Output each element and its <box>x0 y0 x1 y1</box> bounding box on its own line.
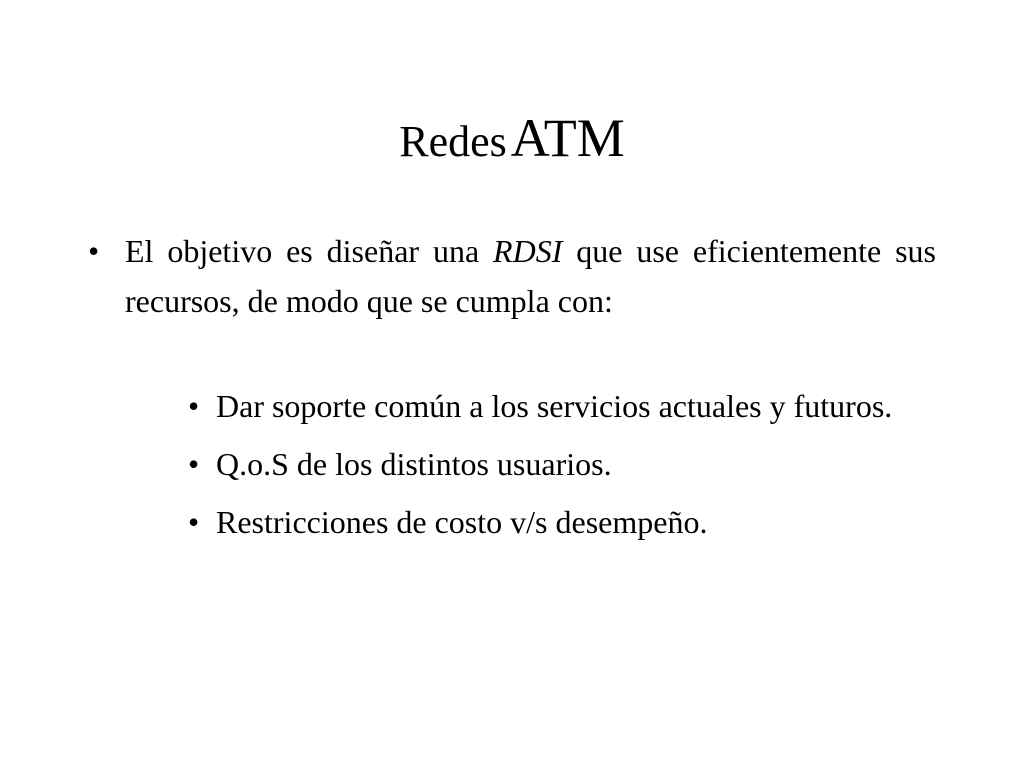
sub-bullet-marker: • <box>188 504 200 540</box>
sub-bullet-marker: • <box>188 446 200 482</box>
sub-bullet-list <box>188 383 936 557</box>
sub-bullet-item <box>188 499 936 545</box>
main-bullet-text-before: El objetivo es diseñar una <box>125 233 494 269</box>
sub-bullet-text: Dar soporte común a los servicios actuales y futuros. <box>216 388 893 424</box>
sub-bullet-text: Restricciones de costo v/s desempeño. <box>216 504 708 540</box>
sub-bullet-marker: • <box>188 388 200 424</box>
title-part-redes: Redes <box>399 117 507 166</box>
main-bullet-text-after: que use eficientemente sus recursos, de modo que se cumpla con: <box>125 233 936 319</box>
title-part-atm: ATM <box>510 108 625 168</box>
main-bullet <box>88 226 936 326</box>
main-bullet-text <box>125 226 936 326</box>
sub-bullet-item <box>188 383 936 429</box>
sub-bullet-item <box>188 441 936 487</box>
main-bullet-emphasis-rdsi: RDSI <box>493 233 563 269</box>
sub-bullet-text: Q.o.S de los distintos usuarios. <box>216 446 612 482</box>
slide-title <box>0 103 1024 187</box>
bullet-marker: • <box>88 233 100 269</box>
